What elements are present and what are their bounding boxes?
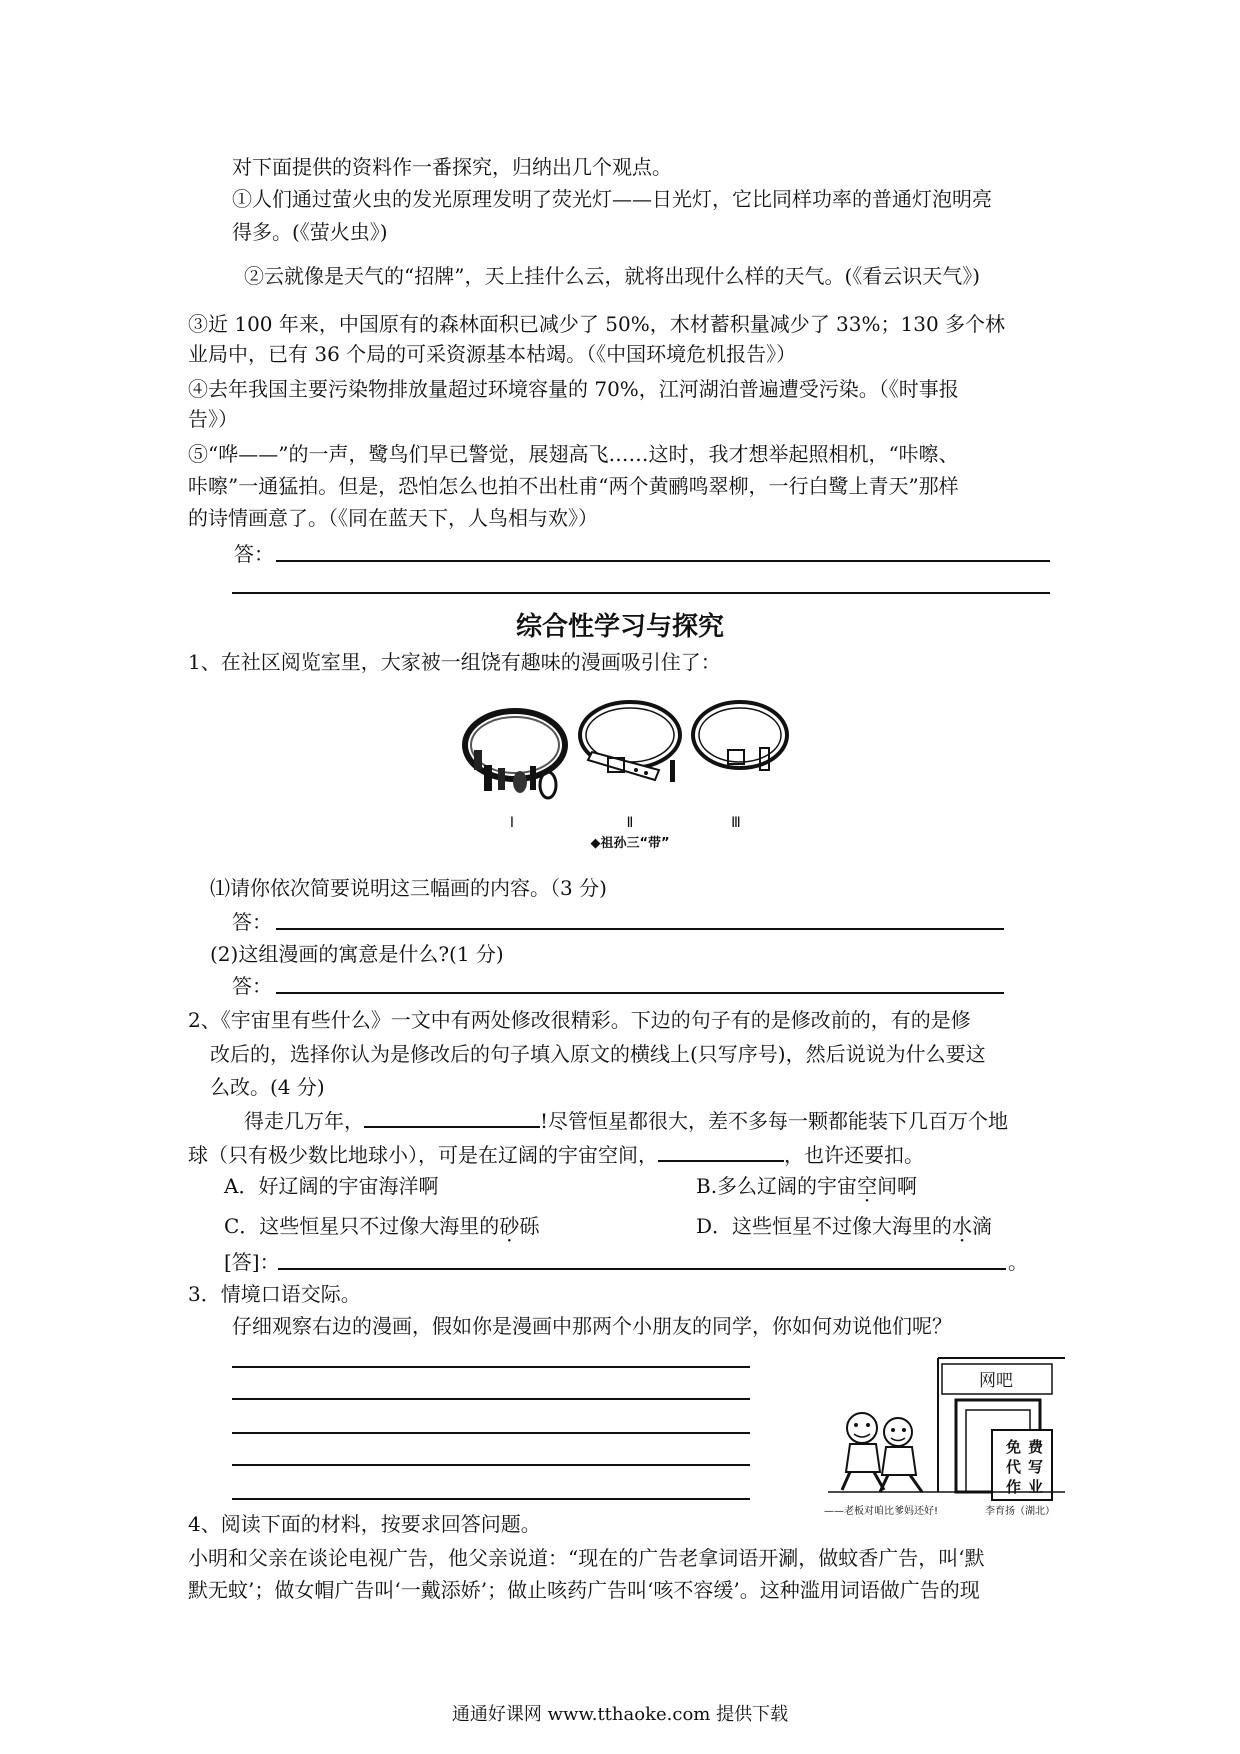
emphasis-dot-c: 砂	[499, 1214, 520, 1238]
q2-passage-part-3: 球（只有极少数比地球小），可是在辽阔的宇宙空间，	[188, 1143, 658, 1167]
comic-board-char-4: 写	[1028, 1458, 1044, 1476]
comic-board-char-1: 免	[1006, 1438, 1022, 1456]
q3-answer-line-2[interactable]	[232, 1398, 750, 1400]
q2-stem-line-3: 么改。(4 分)	[210, 1075, 325, 1099]
q2-passage-line-1	[244, 1106, 1008, 1135]
q2-blank-2[interactable]	[658, 1140, 784, 1162]
q2-option-a: A．好辽阔的宇宙海洋啊	[224, 1174, 439, 1198]
q2-stem-line-2: 改后的，选择你认为是修改后的句子填入原文的横线上(只写序号)，然后说说为什么要这	[210, 1042, 986, 1066]
emphasis-dot-d: 水	[952, 1214, 973, 1238]
q2-option-d: D．这些恒星不过像大海里的水滴	[696, 1214, 993, 1238]
q2-stem-line-1: 2、《宇宙里有些什么》一文中有两处修改很精彩。下边的句子有的是修改前的，有的是修	[188, 1008, 971, 1032]
answer-line-2[interactable]	[232, 592, 1050, 594]
q2-option-c: C．这些恒星只不过像大海里的砂砾	[224, 1214, 540, 1238]
material-5-line-2: 咔嚓”一通猛拍。但是，恐怕怎么也拍不出杜甫“两个黄鹂鸣翠柳，一行白鹭上青天”那样	[188, 474, 959, 498]
material-2: ②云就像是天气的“招牌”，天上挂什么云，就将出现什么样的天气。(《看云识天气》)	[244, 264, 981, 288]
q2-passage-part-2: !尽管恒星都很大，差不多每一颗都能装下几百万个地	[540, 1109, 1009, 1133]
q1-sub2-answer-label: 答：	[232, 974, 272, 998]
material-3-line-2: 业局中，已有 36 个局的可采资源基本枯竭。（《中国环境危机报告》）	[188, 342, 797, 366]
belt-1-keyring-icon	[465, 711, 565, 798]
q2-passage-line-2	[188, 1140, 924, 1169]
q3-prompt: 仔细观察右边的漫画，假如你是漫画中那两个小朋友的同学，你如何劝说他们呢？	[232, 1314, 952, 1338]
q2-passage-part-1: 得走几万年，	[244, 1109, 364, 1133]
material-5-line-3: 的诗情画意了。（《同在蓝天下，人鸟相与欢》）	[188, 506, 598, 530]
comic-sign-text: 网吧	[979, 1371, 1013, 1391]
q3-answer-line-5[interactable]	[232, 1498, 750, 1500]
comic-board-char-2: 费	[1028, 1438, 1044, 1456]
comic-author: 李育扬（湖北）	[985, 1506, 1055, 1517]
figure-caption: ◆祖孙三“带”	[590, 836, 670, 850]
q1-sub2: (2)这组漫画的寓意是什么?(1 分)	[210, 942, 504, 966]
q1-sub2-answer-line[interactable]	[276, 992, 1004, 994]
comic-board-char-6: 业	[1028, 1478, 1044, 1496]
answer-line-1[interactable]	[276, 560, 1050, 562]
belt-2-icon	[580, 702, 680, 782]
q3-title: 3．情境口语交际。	[188, 1282, 361, 1306]
figure-label-3: Ⅲ	[731, 815, 741, 831]
material-3-line-1: ③近 100 年来，中国原有的森林面积已减少了 50%，木材蓄积量减少了 33%；130 多个林	[188, 312, 1006, 336]
q1-sub1: ⑴请你依次简要说明这三幅画的内容。（3 分)	[210, 876, 607, 900]
q2-option-b: B.多么辽阔的宇宙空间啊	[696, 1174, 918, 1198]
figure-label-1: Ⅰ	[509, 815, 515, 831]
q1-sub1-answer-line[interactable]	[276, 928, 1004, 930]
comic-caption: ——老板对咱比爹妈还好!	[824, 1506, 939, 1517]
comic-board-char-5: 作	[1006, 1478, 1022, 1496]
q2-answer-end: 。	[1008, 1250, 1028, 1274]
q4-title: 4、阅读下面的材料，按要求回答问题。	[188, 1512, 541, 1536]
q4-text-line-1: 小明和父亲在谈论电视广告，他父亲说道：“现在的广告老拿词语开涮，做蚊香广告，叫‘默	[188, 1546, 985, 1570]
q3-answer-line-3[interactable]	[232, 1432, 750, 1434]
belt-comic-figure	[460, 690, 800, 850]
intro-text: 对下面提供的资料作一番探究，归纳出几个观点。	[232, 155, 672, 179]
answer-label: 答：	[234, 542, 274, 566]
page-footer: 通通好课网 www.tthaoke.com 提供下载	[451, 1704, 789, 1725]
q3-answer-line-4[interactable]	[232, 1464, 750, 1466]
material-1-line-1: ①人们通过萤火虫的发光原理发明了荧光灯——日光灯，它比同样功率的普通灯泡明亮	[232, 187, 992, 211]
section-title: 综合性学习与探究	[515, 612, 724, 642]
figure-label-2: Ⅱ	[626, 815, 634, 831]
material-4-line-1: ④去年我国主要污染物排放量超过环境容量的 70%，江河湖泊普遍遭受污染。（《时事报	[188, 377, 959, 401]
material-5-line-1: ⑤“哗——”的一声，鹭鸟们早已警觉，展翅高飞……这时，我才想举起照相机，“咔嚓、	[188, 442, 959, 466]
emphasis-dot-b: 空	[857, 1174, 878, 1198]
q1-sub1-answer-label: 答：	[232, 910, 272, 934]
q2-answer-label: [答]：	[224, 1250, 280, 1274]
q3-answer-line-1[interactable]	[232, 1366, 750, 1368]
q2-answer-line[interactable]	[278, 1268, 1006, 1270]
internet-cafe-comic	[820, 1350, 1070, 1520]
material-1-line-2: 得多。(《萤火虫》)	[232, 220, 388, 244]
q4-text-line-2: 默无蚊’；做女帽广告叫‘一戴添娇’；做止咳药广告叫‘咳不容缓’。这种滥用词语做广告的现	[188, 1578, 980, 1602]
q2-passage-part-4: ，也许还要扣。	[784, 1143, 924, 1167]
comic-board-char-3: 代	[1006, 1458, 1022, 1476]
belt-3-icon	[693, 702, 787, 770]
q2-blank-1[interactable]	[364, 1106, 540, 1128]
q1-stem: 1、在社区阅览室里，大家被一组饶有趣味的漫画吸引住了：	[188, 650, 721, 674]
material-4-line-2: 告》）	[188, 407, 238, 431]
